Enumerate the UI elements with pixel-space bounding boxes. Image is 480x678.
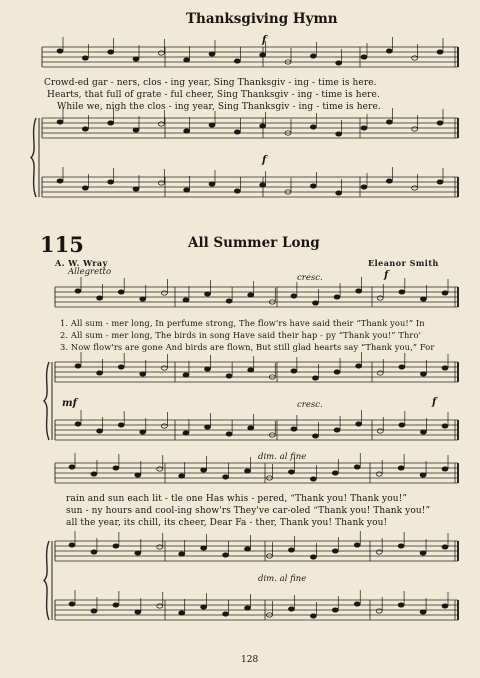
lyric-line: While we, nigh the clos - ing year, Sing Thanksgiv - ing - time is here. [57, 102, 381, 112]
hymn-title: Thanksgiving Hymn [186, 11, 338, 27]
page-number: 128 [241, 655, 259, 665]
dynamic-marking: f [384, 270, 389, 281]
lyric-line: sun - ny hours and cool-ing show'rs They've car-oled “Thank you! Thank you!” [66, 506, 431, 516]
dynamic-marking: f [262, 35, 267, 46]
cresc-marking: cresc. [297, 400, 323, 410]
composer: Eleanor Smith [368, 258, 439, 268]
hymn-number: 115 [40, 232, 84, 257]
lyric-line: rain and sun each lit - tle one Has whis - pered, “Thank you! Thank you!” [66, 494, 408, 504]
lyric-line: 1. All sum - mer long, In perfume strong, The flow'rs have said their “Thank you!” In [60, 318, 425, 328]
dim-marking: dim. al fine [258, 574, 307, 584]
dynamic-marking: mf [62, 398, 77, 409]
tempo-marking: Allegretto [68, 267, 112, 277]
hymn-title: All Summer Long [188, 235, 320, 251]
lyric-line: Hearts, that full of grate - ful cheer, Sing Thanksgiv - ing - time is here. [47, 90, 380, 100]
dynamic-marking: f [262, 155, 267, 166]
lyric-line: Crowd-ed gar - ners, clos - ing year, Sing Thanksgiv - ing - time is here. [44, 78, 377, 88]
lyric-line: 2. All sum - mer long, The birds in song Have said their hap - py “Thank you!” Thro' [60, 330, 421, 340]
dim-marking: dim. al fine [258, 452, 307, 462]
lyric-line: all the year, its chill, its cheer, Dear Fa - ther, Thank you! Thank you! [66, 518, 388, 528]
dynamic-marking: f [432, 397, 437, 408]
cresc-marking: cresc. [297, 273, 323, 283]
author: A. W. Wray [55, 258, 108, 268]
lyric-line: 3. Now flow'rs are gone And birds are flown, But still glad hearts say “Thank you,” For [60, 342, 435, 352]
